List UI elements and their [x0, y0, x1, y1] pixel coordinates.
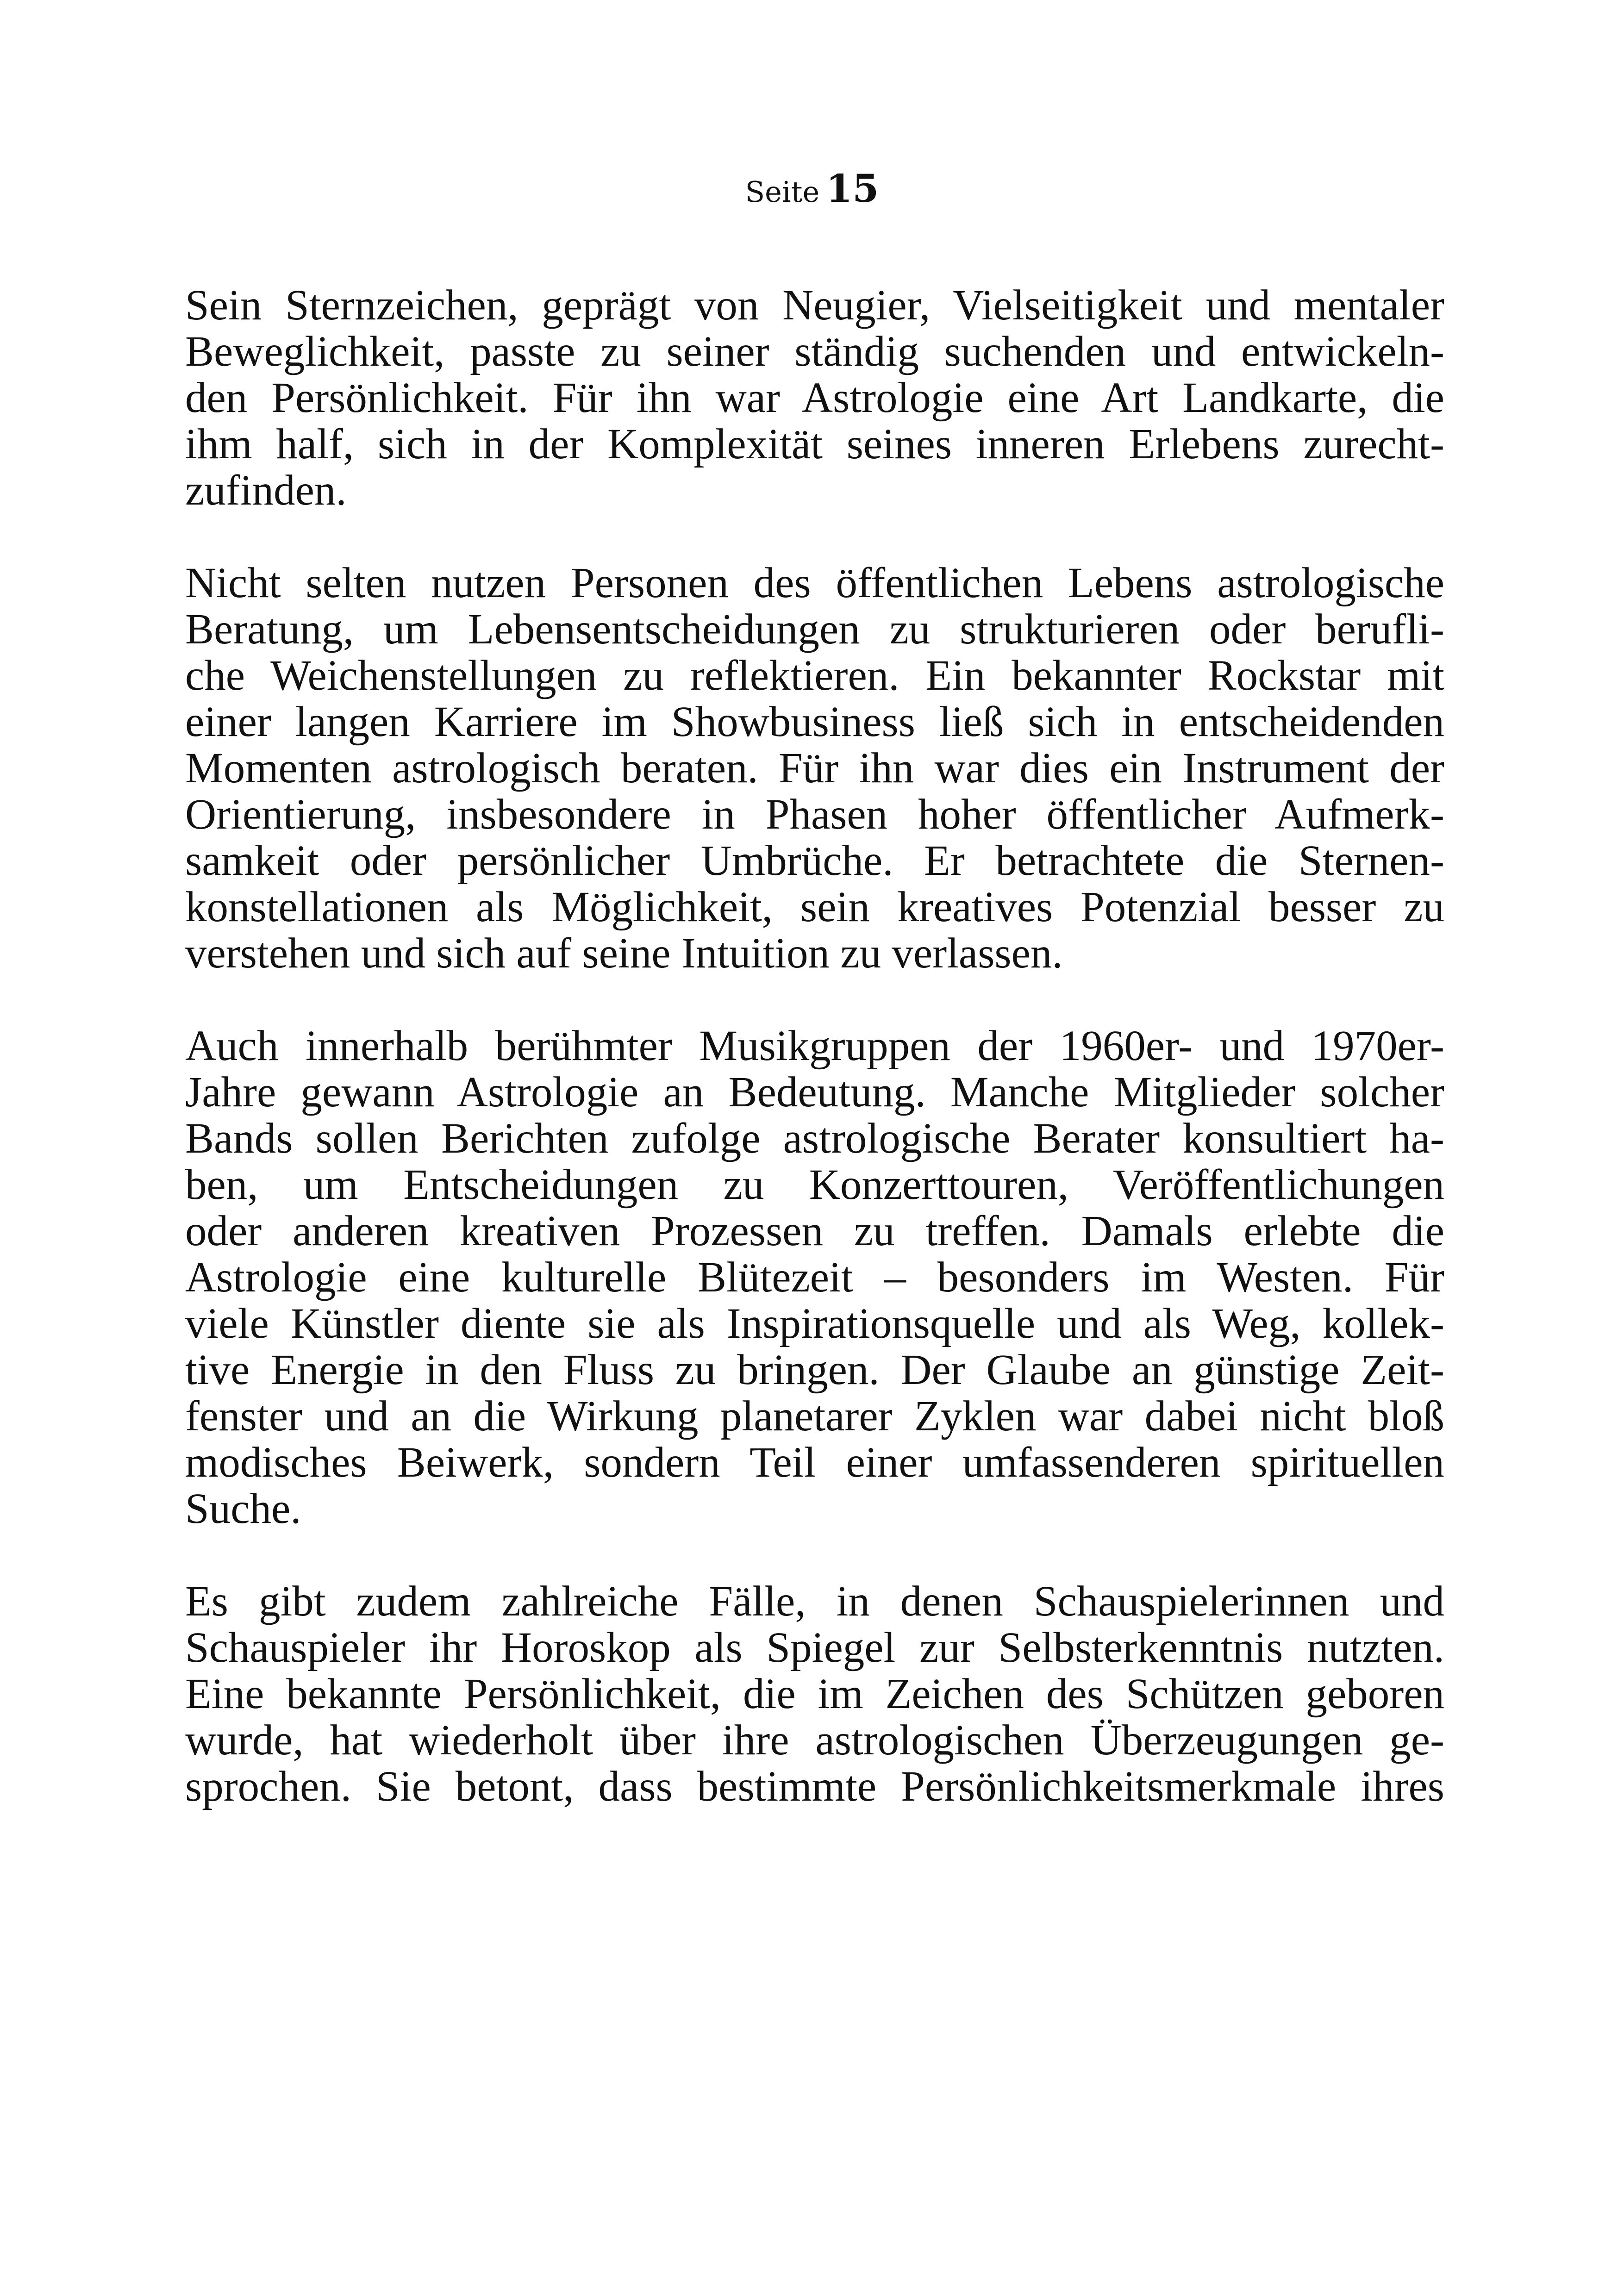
text-line: modisches Beiwerk, sondern Teil einer umfassenderen spirituellen: [185, 1439, 1444, 1486]
text-line: Orientierung, insbesondere in Phasen hoher öffentlicher Aufmerk-: [185, 791, 1444, 838]
paragraph-4: [185, 1578, 1444, 1810]
text-line: Schauspieler ihr Horoskop als Spiegel zur Selbsterkenntnis nutzten.: [185, 1624, 1444, 1671]
text-line: Bands sollen Berichten zufolge astrologische Berater konsultiert ha-: [185, 1115, 1444, 1162]
text-line: Auch innerhalb berühmter Musikgruppen der 1960er- und 1970er-: [185, 1022, 1444, 1070]
text-line: Nicht selten nutzen Personen des öffentlichen Lebens astrologische: [185, 559, 1444, 607]
text-line: che Weichenstellungen zu reflektieren. Ein bekannter Rockstar mit: [185, 652, 1444, 699]
paragraph-2: [185, 560, 1444, 977]
text-line: Eine bekannte Persönlichkeit, die im Zeichen des Schützen geboren: [185, 1670, 1444, 1718]
paragraph-3: [185, 1023, 1444, 1532]
text-line: ihm half, sich in der Komplexität seines inneren Erlebens zurecht-: [185, 420, 1444, 468]
text-line: wurde, hat wiederholt über ihre astrologischen Überzeugungen ge-: [185, 1716, 1444, 1764]
page-number: 15: [826, 167, 879, 211]
text-line: den Persönlichkeit. Für ihn war Astrologie eine Art Landkarte, die: [185, 374, 1444, 422]
text-line: verstehen und sich auf seine Intuition zu verlassen.: [185, 929, 1063, 977]
text-line: Momenten astrologisch beraten. Für ihn war dies ein Instrument der: [185, 744, 1444, 792]
text-line: zufinden.: [185, 467, 347, 514]
text-line: Beweglichkeit, passte zu seiner ständig suchenden und entwickeln-: [185, 328, 1444, 375]
page-label: Seite: [745, 175, 820, 209]
text-line: samkeit oder persönlicher Umbrüche. Er betrachtete die Sternen-: [185, 837, 1444, 885]
page-header: [0, 167, 1624, 211]
text-line: Astrologie eine kulturelle Blütezeit – besonders im Westen. Für: [185, 1254, 1444, 1301]
text-line: tive Energie in den Fluss zu bringen. Der Glaube an günstige Zeit-: [185, 1346, 1444, 1394]
text-line: oder anderen kreativen Prozessen zu treffen. Damals erlebte die: [185, 1207, 1444, 1255]
text-line: Suche.: [185, 1485, 301, 1533]
text-line: ben, um Entscheidungen zu Konzerttouren, Veröffentlichungen: [185, 1161, 1444, 1209]
text-line: Sein Sternzeichen, geprägt von Neugier, Vielseitigkeit und mentaler: [185, 281, 1444, 329]
text-line: Beratung, um Lebensentscheidungen zu strukturieren oder berufli-: [185, 605, 1444, 653]
text-line: fenster und an die Wirkung planetarer Zyklen war dabei nicht bloß: [185, 1392, 1444, 1440]
text-line: Es gibt zudem zahlreiche Fälle, in denen Schauspielerinnen und: [185, 1578, 1444, 1625]
paragraph-1: [185, 282, 1444, 514]
text-line: Jahre gewann Astrologie an Bedeutung. Manche Mitglieder solcher: [185, 1068, 1444, 1116]
text-line: viele Künstler diente sie als Inspirationsquelle und als Weg, kollek-: [185, 1300, 1444, 1347]
text-line: einer langen Karriere im Showbusiness ließ sich in entscheidenden: [185, 698, 1444, 746]
text-line: konstellationen als Möglichkeit, sein kreatives Potenzial besser zu: [185, 883, 1444, 931]
text-line: sprochen. Sie betont, dass bestimmte Persönlichkeitsmerkmale ihres: [185, 1763, 1444, 1810]
body-text: [185, 282, 1444, 1856]
